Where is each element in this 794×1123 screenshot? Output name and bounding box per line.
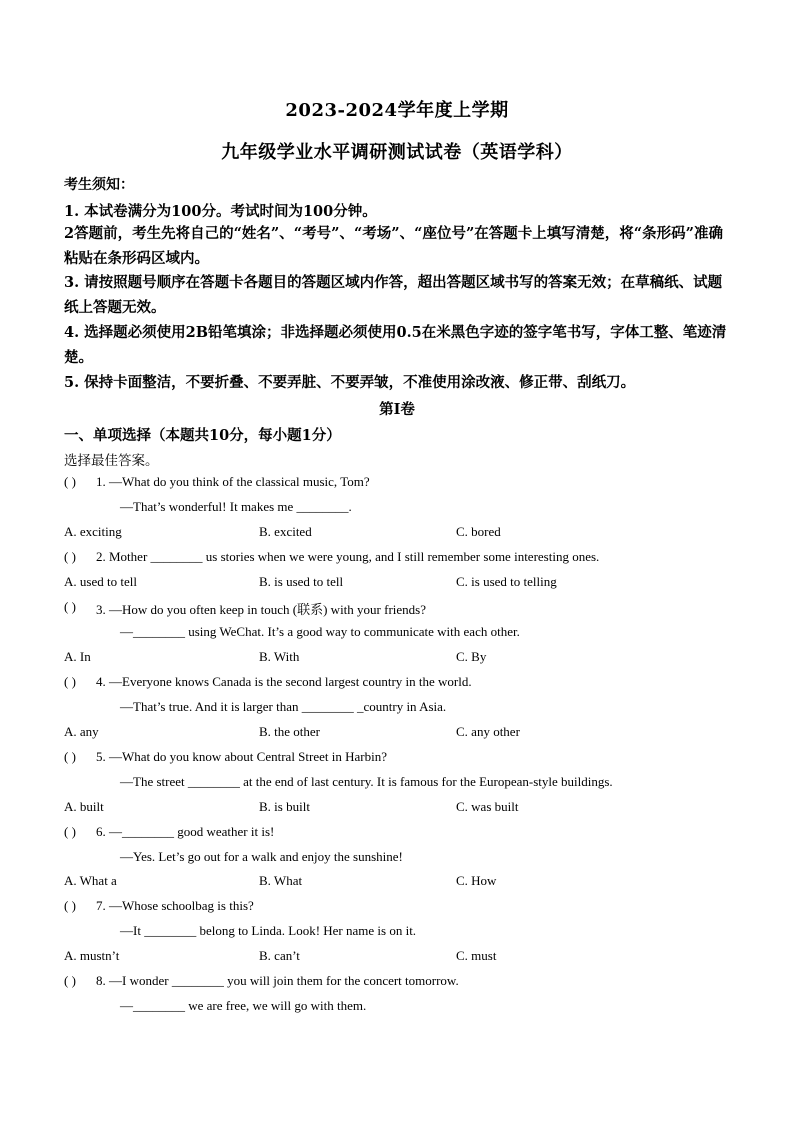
option-a: A. In (64, 649, 91, 664)
option-c: C. bored (456, 524, 501, 539)
answer-blank[interactable]: ( ) (64, 824, 76, 839)
notice-item-5: 5. 保持卡面整洁，不要折叠、不要弄脏、不要弄皱，不准使用涂改液、修正带、刮纸刀。 (64, 374, 636, 391)
option-b: B. What (259, 873, 303, 888)
option-a: A. built (64, 799, 104, 814)
answer-blank[interactable]: ( ) (64, 674, 76, 689)
notice-item-2: 2答题前，考生先将自己的“姓名”、“考号”、“考场”、“座位号”在答题卡上填写清楚，将“条形码”准确粘贴在条形码区域内。 (64, 225, 723, 267)
notice-item-3: 3. 请按照题号顺序在答题卡各题目的答题区域内作答，超出答题区域书写的答案无效；在草稿纸、试题纸上答题无效。 (64, 274, 723, 316)
option-a: A. exciting (64, 524, 122, 539)
answer-blank[interactable]: ( ) (64, 898, 76, 913)
option-b: B. is used to tell (259, 574, 344, 589)
answer-blank[interactable]: ( ) (64, 973, 76, 988)
instruction: 选择最佳答案。 (64, 453, 159, 469)
response-text: —________ we are free, we will go with them. (120, 998, 367, 1013)
section-mark: 第Ⅰ卷 (379, 401, 415, 418)
response-text: —That’s true. And it is larger than ________ _country in Asia. (120, 699, 447, 714)
option-a: A. any (64, 724, 99, 739)
exam-title: 2023-2024学年度上学期 (285, 100, 509, 121)
option-c: C. By (456, 649, 487, 664)
question-text: 4. —Everyone knows Canada is the second largest country in the world. (96, 674, 472, 689)
option-c: C. any other (456, 724, 520, 739)
question-text: 8. —I wonder ________ you will join them for the concert tomorrow. (96, 973, 459, 988)
response-text: —The street ________ at the end of last century. It is famous for the European-style buildings. (120, 774, 613, 789)
option-b: B. is built (259, 799, 310, 814)
answer-blank[interactable]: ( ) (64, 599, 76, 614)
answer-blank[interactable]: ( ) (64, 474, 76, 489)
option-c: C. is used to telling (456, 574, 557, 589)
answer-blank[interactable]: ( ) (64, 549, 76, 564)
option-b: B. excited (259, 524, 312, 539)
response-text: —That’s wonderful! It makes me ________. (120, 499, 352, 514)
option-b: B. With (259, 649, 300, 664)
option-a: A. mustn’t (64, 948, 120, 963)
exam-subtitle: 九年级学业水平调研测试试卷（英语学科） (221, 142, 573, 163)
response-text: —________ using WeChat. It’s a good way to communicate with each other. (120, 624, 520, 639)
option-b: B. the other (259, 724, 321, 739)
question-text: 1. —What do you think of the classical music, Tom? (96, 474, 370, 489)
question-text: 3. —How do you often keep in touch (联系) with your friends? (96, 602, 426, 617)
part-heading: 一、单项选择（本题共10分，每小题1分） (64, 427, 341, 444)
option-a: A. used to tell (64, 574, 137, 589)
notice-heading: 考生须知： (64, 177, 134, 193)
response-text: —It ________ belong to Linda. Look! Her name is on it. (120, 923, 417, 938)
question-text: 5. —What do you know about Central Street in Harbin? (96, 749, 387, 764)
notice-item-1: 1. 本试卷满分为100分。考试时间为100分钟。 (64, 203, 377, 220)
answer-blank[interactable]: ( ) (64, 749, 76, 764)
option-c: C. was built (456, 799, 519, 814)
response-text: —Yes. Let’s go out for a walk and enjoy the sunshine! (120, 849, 403, 864)
option-a: A. What a (64, 873, 117, 888)
option-c: C. How (456, 873, 497, 888)
question-text: 2. Mother ________ us stories when we were young, and I still remember some interesting ones. (96, 549, 600, 564)
question-text: 6. —________ good weather it is! (96, 824, 275, 839)
option-c: C. must (456, 948, 497, 963)
notice-item-4: 4. 选择题必须使用2B铅笔填涂；非选择题必须使用0.5在米黑色字迹的签字笔书写，字体工整、笔迹清楚。 (64, 324, 727, 366)
option-b: B. can’t (259, 948, 300, 963)
question-text: 7. —Whose schoolbag is this? (96, 898, 254, 913)
